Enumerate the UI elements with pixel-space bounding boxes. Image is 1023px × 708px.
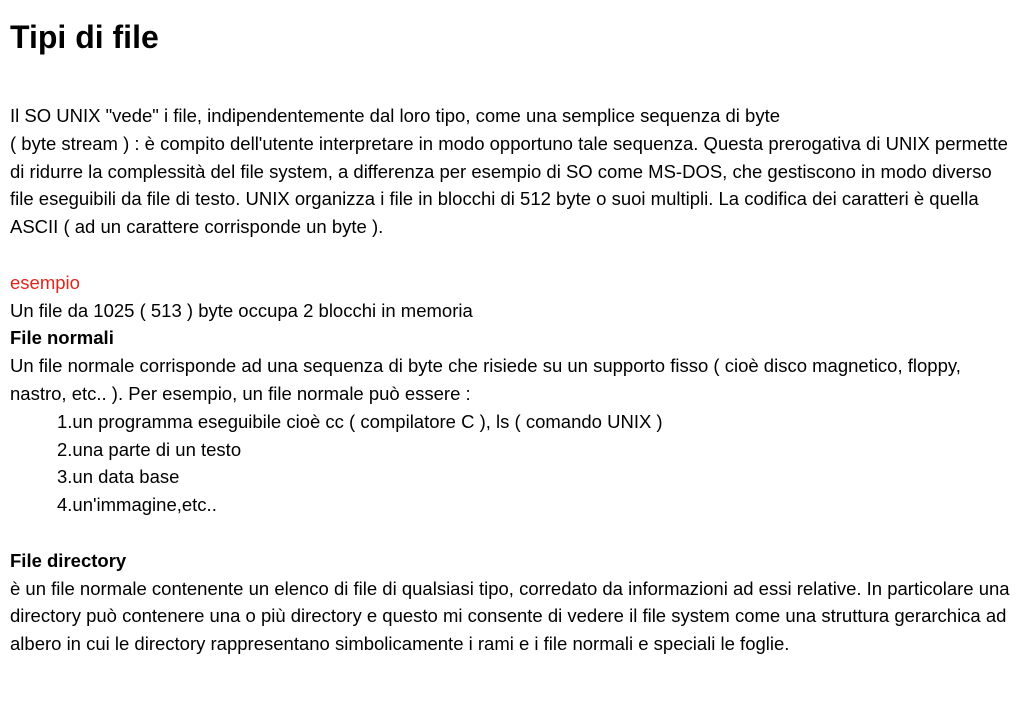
page-title: Tipi di file [10, 19, 159, 55]
directory-text: è un file normale contenente un elenco di file di qualsiasi tipo, corredato da informazioni ad essi relative. In particolare una directory può contenere una o più directory e questo mi consente di vedere il file system come una struttura gerarchica ad albero in cui le directory rappresentano simbolicamente i rami e i file normali e speciali le foglie. [10, 577, 1010, 655]
list-item: 3.un data base [57, 466, 180, 488]
intro-paragraph [10, 102, 1015, 241]
normal-files-heading: File normali [10, 327, 114, 349]
list-item: 1.un programma eseguibile cioè cc ( compilatore C ), ls ( comando UNIX ) [57, 410, 663, 432]
list-item: 4.un'immagine,etc.. [57, 494, 217, 516]
document-body [10, 102, 1015, 658]
intro-rest: ( byte stream ) : è compito dell'utente interpretare in modo opportuno tale sequenza. Questa prerogativa di UNIX permette di ridurre la complessità del file system, a differenza per esempio di SO come MS-DOS, che gestiscono in modo diverso file eseguibili da file di testo. UNIX organizza i file in blocchi di 512 byte o suoi multipli. La codifica dei caratteri è quella ASCII ( ad un carattere corrisponde un byte ). [10, 132, 1008, 238]
spacer [10, 241, 1015, 269]
normal-files-list [10, 408, 1015, 519]
intro-line-1: Il SO UNIX "vede" i file, indipendentemente dal loro tipo, come una semplice sequenza di byte [10, 105, 781, 126]
directory-heading: File directory [10, 549, 127, 571]
normal-files-text: Un file normale corrisponde ad una sequenza di byte che risiede su un supporto fisso ( cioè disco magnetico, floppy, nastro, etc.. ). Per esempio, un file normale può essere : [10, 355, 961, 404]
spacer [10, 519, 1015, 547]
example-text: Un file da 1025 ( 513 ) byte occupa 2 blocchi in memoria [10, 299, 473, 321]
example-label: esempio [10, 271, 80, 293]
list-item: 2.una parte di un testo [57, 438, 242, 460]
